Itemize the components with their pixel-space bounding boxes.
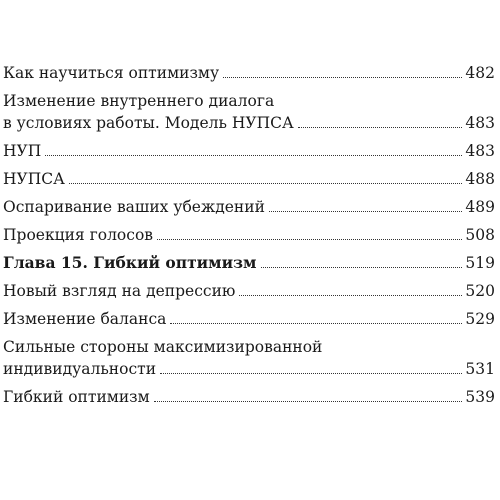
dot-leader bbox=[157, 239, 462, 240]
toc-entry bbox=[3, 386, 495, 408]
dot-leader bbox=[45, 155, 462, 156]
toc-entry-title: Проекция голосов bbox=[3, 226, 154, 244]
dot-leader bbox=[170, 323, 462, 324]
toc-entry-page: 529 bbox=[465, 310, 495, 328]
toc-entry-page: 519 bbox=[465, 254, 495, 272]
toc-entry-title: Оспаривание ваших убеждений bbox=[3, 198, 265, 216]
toc-entry-title: НУП bbox=[3, 142, 42, 160]
toc-entry-page: 483 bbox=[465, 142, 495, 160]
toc-entry bbox=[3, 196, 495, 218]
toc-entry-title: Как научиться оптимизму bbox=[3, 64, 220, 82]
dot-leader bbox=[154, 401, 463, 402]
toc-entry-page: 488 bbox=[465, 170, 495, 188]
toc-entry bbox=[3, 140, 495, 162]
toc-entry bbox=[3, 308, 495, 330]
dot-leader bbox=[160, 373, 462, 374]
toc-entry-page: 531 bbox=[465, 360, 495, 378]
toc-entry bbox=[3, 280, 495, 302]
toc-entry-page: 482 bbox=[465, 64, 495, 82]
toc-entry-title: НУПСА bbox=[3, 170, 65, 188]
toc-entry-page: 483 bbox=[465, 114, 495, 132]
toc-entry-title: Гибкий оптимизм bbox=[3, 388, 150, 406]
toc-entry bbox=[3, 62, 495, 84]
toc-entry-title: индивидуальности bbox=[3, 360, 157, 378]
toc-entry-title: Изменение баланса bbox=[3, 310, 167, 328]
toc-entry-title: Гибкий оптимизм bbox=[93, 253, 257, 272]
dot-leader bbox=[69, 183, 463, 184]
dot-leader bbox=[239, 295, 462, 296]
toc-entry bbox=[3, 336, 495, 380]
dot-leader bbox=[269, 211, 462, 212]
table-of-contents bbox=[3, 62, 495, 414]
toc-entry-title-line1: Сильные стороны максимизированной bbox=[3, 338, 323, 356]
toc-entry-title-line1: Изменение внутреннего диалога bbox=[3, 92, 275, 110]
toc-entry-page: 539 bbox=[465, 388, 495, 406]
toc-chapter-entry bbox=[3, 252, 495, 274]
toc-entry-title: Новый взгляд на депрессию bbox=[3, 282, 236, 300]
toc-entry bbox=[3, 168, 495, 190]
chapter-label: Глава 15. bbox=[3, 253, 88, 272]
toc-entry bbox=[3, 224, 495, 246]
toc-entry-page: 520 bbox=[465, 282, 495, 300]
toc-entry-page: 489 bbox=[465, 198, 495, 216]
toc-entry bbox=[3, 90, 495, 134]
toc-entry-title: в условиях работы. Модель НУПСА bbox=[3, 114, 294, 132]
dot-leader bbox=[261, 267, 463, 268]
dot-leader bbox=[223, 77, 462, 78]
dot-leader bbox=[298, 127, 463, 128]
toc-entry-page: 508 bbox=[465, 226, 495, 244]
